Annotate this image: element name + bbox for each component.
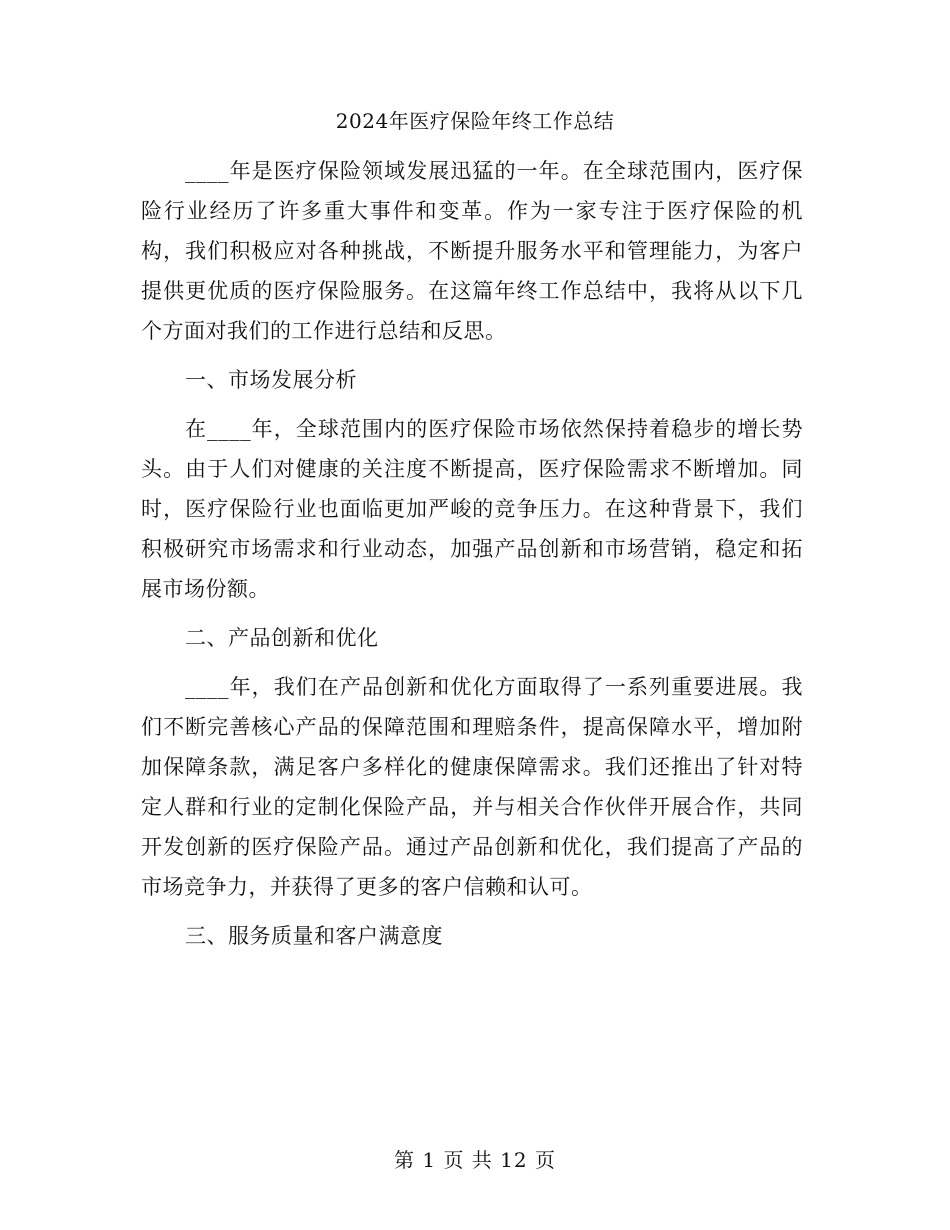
document-title: 2024年医疗保险年终工作总结 [335,109,615,133]
market-paragraph: 在____年，全球范围内的医疗保险市场依然保持着稳步的增长势头。由于人们对健康的关注度不断提高，医疗保险需求不断增加。同时，医疗保险行业也面临更加严峻的竞争压力。在这种背景下，我们积极研究市场需求和行业动态，加强产品创新和市场营销，稳定和拓展市场份额。 [141,417,803,601]
document-body [141,151,803,956]
section-heading-market: 一、市场发展分析 [185,368,357,392]
product-paragraph: ____年，我们在产品创新和优化方面取得了一系列重要进展。我们不断完善核心产品的保障范围和理赔条件，提高保障水平，增加附加保障条款，满足客户多样化的健康保障需求。我们还推出了针对特定人群和行业的定制化保险产品，并与相关合作伙伴开展合作，共同开发创新的医疗保险产品。通过产品创新和优化，我们提高了产品的市场竞争力，并获得了更多的客户信赖和认可。 [141,675,803,899]
intro-paragraph: ____年是医疗保险领域发展迅猛的一年。在全球范围内，医疗保险行业经历了许多重大事件和变革。作为一家专注于医疗保险的机构，我们积极应对各种挑战，不断提升服务水平和管理能力，为客户提供更优质的医疗保险服务。在这篇年终工作总结中，我将从以下几个方面对我们的工作进行总结和反思。 [141,159,803,343]
section-heading-product: 二、产品创新和优化 [185,626,379,650]
section-heading-service: 三、服务质量和客户满意度 [185,924,443,948]
page-footer: 第 1 页 共 12 页 [394,1148,556,1172]
